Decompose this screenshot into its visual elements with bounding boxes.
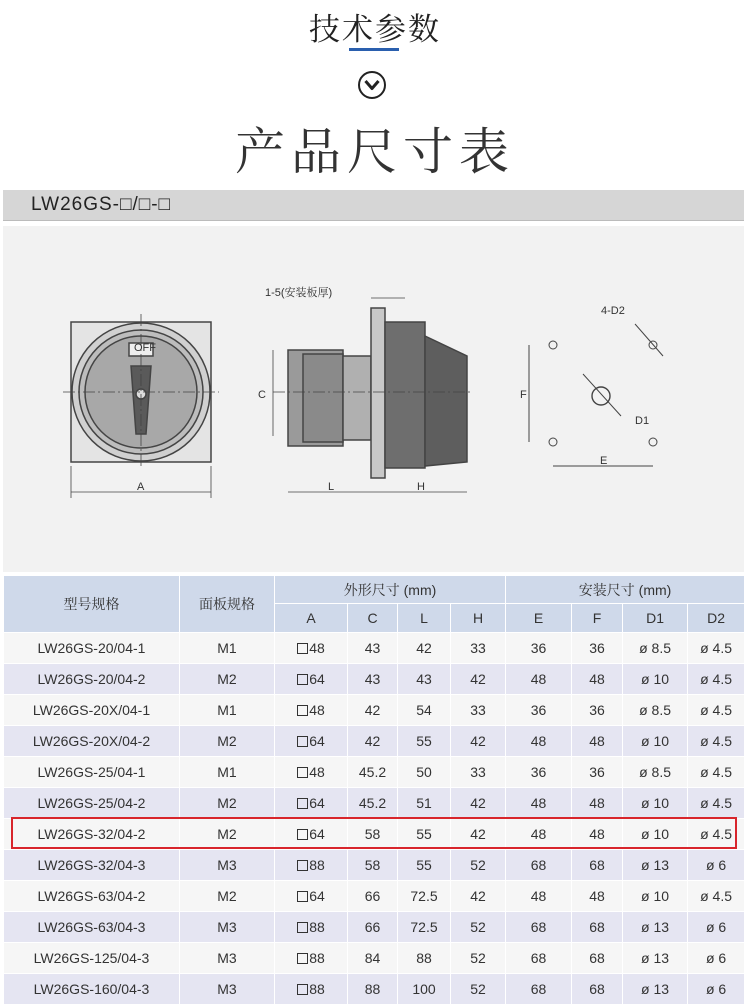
f-cell xyxy=(572,881,623,912)
l-cell xyxy=(398,633,451,664)
e-cell xyxy=(506,974,572,1005)
a-cell xyxy=(275,943,348,974)
d1-cell-value: ø 8.5 xyxy=(639,764,671,780)
table-row xyxy=(4,974,745,1005)
panel-cell-value: M1 xyxy=(217,764,237,780)
square-icon xyxy=(297,860,308,871)
e-cell-value: 48 xyxy=(530,826,547,842)
header-col-d2: D2 xyxy=(688,604,745,633)
panel-cell-value: M3 xyxy=(217,981,237,997)
model-cell-value: LW26GS-32/04-2 xyxy=(37,826,146,842)
a-cell-value: 48 xyxy=(309,764,325,780)
dim-a-label: A xyxy=(137,481,145,493)
d2-cell xyxy=(688,788,745,819)
panel-cell xyxy=(180,974,275,1005)
square-icon xyxy=(297,798,308,809)
side-view xyxy=(273,298,473,492)
panel-cell-value: M2 xyxy=(217,826,237,842)
h-cell-value: 33 xyxy=(470,640,486,656)
header-model: 型号规格 xyxy=(4,576,180,633)
model-cell-value: LW26GS-20/04-1 xyxy=(37,640,146,656)
l-cell-value: 54 xyxy=(416,702,432,718)
f-cell xyxy=(572,943,623,974)
h-cell-value: 42 xyxy=(470,888,486,904)
a-cell xyxy=(275,664,348,695)
a-cell-value: 64 xyxy=(309,733,325,749)
dim-h-label: H xyxy=(417,481,425,493)
e-cell xyxy=(506,633,572,664)
a-cell-value: 88 xyxy=(309,919,325,935)
header-panel: 面板规格 xyxy=(180,576,275,633)
f-cell-value: 68 xyxy=(589,981,605,997)
f-cell-value: 36 xyxy=(589,764,605,780)
panel-cell xyxy=(180,726,275,757)
c-cell xyxy=(348,633,398,664)
h-cell-value: 52 xyxy=(470,950,486,966)
panel-cell-value: M2 xyxy=(217,733,237,749)
panel-cell xyxy=(180,695,275,726)
model-cell-value: LW26GS-20X/04-2 xyxy=(32,733,151,749)
l-cell-value: 42 xyxy=(416,640,432,656)
d2-cell-value: ø 6 xyxy=(705,919,727,935)
d1-cell xyxy=(623,664,688,695)
l-cell-value: 55 xyxy=(416,826,432,842)
d2-cell xyxy=(688,974,745,1005)
a-cell xyxy=(275,819,348,850)
d1-cell xyxy=(623,757,688,788)
a-cell-value: 88 xyxy=(309,950,325,966)
h-cell-value: 42 xyxy=(470,795,486,811)
panel-cell xyxy=(180,664,275,695)
model-cell-value: LW26GS-160/04-3 xyxy=(33,981,150,997)
mounting-view xyxy=(529,324,663,466)
d1-cell xyxy=(623,819,688,850)
panel-cell xyxy=(180,881,275,912)
h-cell xyxy=(451,695,506,726)
model-bar xyxy=(3,190,744,221)
h-cell-value: 52 xyxy=(470,981,486,997)
dim-c-label: C xyxy=(258,389,266,401)
f-cell xyxy=(572,819,623,850)
header-col-e: E xyxy=(506,604,572,633)
a-cell-value: 48 xyxy=(309,640,325,656)
table-row xyxy=(4,726,745,757)
e-cell xyxy=(506,726,572,757)
model-cell xyxy=(4,912,180,943)
table-row xyxy=(4,850,745,881)
l-cell xyxy=(398,788,451,819)
page-header xyxy=(0,0,750,185)
d1-cell xyxy=(623,943,688,974)
c-cell xyxy=(348,912,398,943)
table-row xyxy=(4,819,745,850)
d1-cell xyxy=(623,881,688,912)
e-cell xyxy=(506,912,572,943)
d1-cell-value: ø 13 xyxy=(641,981,670,997)
e-cell-value: 48 xyxy=(530,888,547,904)
h-cell-value: 33 xyxy=(470,764,486,780)
f-cell xyxy=(572,726,623,757)
model-cell-value: LW26GS-125/04-3 xyxy=(33,950,150,966)
header-col-f: F xyxy=(572,604,623,633)
d2-cell xyxy=(688,850,745,881)
h-cell-value: 52 xyxy=(470,857,486,873)
d1-cell-value: ø 8.5 xyxy=(639,702,671,718)
d2-cell xyxy=(688,695,745,726)
c-cell-value: 58 xyxy=(364,857,381,873)
h-cell xyxy=(451,974,506,1005)
d2-cell-value: ø 4.5 xyxy=(700,702,733,718)
table-row xyxy=(4,912,745,943)
panel-cell-value: M2 xyxy=(217,888,237,904)
e-cell xyxy=(506,757,572,788)
square-icon xyxy=(297,643,308,654)
model-cell xyxy=(4,633,180,664)
d2-cell-value: ø 4.5 xyxy=(700,826,733,842)
l-cell-value: 50 xyxy=(416,764,432,780)
c-cell-value: 43 xyxy=(364,640,381,656)
d1-cell xyxy=(623,974,688,1005)
h-cell xyxy=(451,819,506,850)
panel-cell-value: M3 xyxy=(217,919,237,935)
c-cell-value: 66 xyxy=(364,888,381,904)
panel-cell xyxy=(180,819,275,850)
model-cell xyxy=(4,726,180,757)
l-cell xyxy=(398,850,451,881)
e-cell xyxy=(506,819,572,850)
header-mount: 安装尺寸 (mm) xyxy=(506,576,745,604)
a-cell xyxy=(275,757,348,788)
a-cell xyxy=(275,974,348,1005)
table-row xyxy=(4,633,745,664)
e-cell xyxy=(506,664,572,695)
c-cell-value: 43 xyxy=(364,671,381,687)
d1-cell-value: ø 10 xyxy=(641,888,670,904)
header-col-h: H xyxy=(451,604,506,633)
f-cell xyxy=(572,664,623,695)
c-cell-value: 45.2 xyxy=(358,764,387,780)
model-code: LW26GS-□/□-□ xyxy=(31,194,172,215)
c-cell-value: 58 xyxy=(364,826,381,842)
panel-cell-value: M3 xyxy=(217,857,237,873)
square-icon xyxy=(297,984,308,995)
e-cell-value: 36 xyxy=(530,702,547,718)
f-cell xyxy=(572,633,623,664)
l-cell xyxy=(398,974,451,1005)
h-cell xyxy=(451,943,506,974)
d2-cell-value: ø 4.5 xyxy=(700,888,733,904)
l-cell-value: 51 xyxy=(416,795,432,811)
d1-cell xyxy=(623,726,688,757)
a-cell-value: 88 xyxy=(309,857,325,873)
f-cell-value: 68 xyxy=(589,857,605,873)
model-cell-value: LW26GS-25/04-1 xyxy=(37,764,146,780)
e-cell xyxy=(506,850,572,881)
f-cell-value: 68 xyxy=(589,950,605,966)
e-cell xyxy=(506,788,572,819)
panel-cell-value: M2 xyxy=(217,671,237,687)
table-row xyxy=(4,664,745,695)
l-cell xyxy=(398,943,451,974)
c-cell xyxy=(348,726,398,757)
panel-cell xyxy=(180,850,275,881)
panel-cell-value: M3 xyxy=(217,950,237,966)
model-cell xyxy=(4,943,180,974)
c-cell xyxy=(348,757,398,788)
c-cell xyxy=(348,664,398,695)
f-cell xyxy=(572,912,623,943)
c-cell xyxy=(348,695,398,726)
a-cell xyxy=(275,912,348,943)
d1-cell xyxy=(623,850,688,881)
d2-cell-value: ø 6 xyxy=(705,981,727,997)
a-cell-value: 64 xyxy=(309,888,325,904)
a-cell-value: 64 xyxy=(309,826,325,842)
f-cell xyxy=(572,974,623,1005)
panel-cell-value: M1 xyxy=(217,640,237,656)
l-cell-value: 72.5 xyxy=(410,888,438,904)
square-icon xyxy=(297,705,308,716)
d2-cell xyxy=(688,726,745,757)
l-cell xyxy=(398,912,451,943)
model-cell-value: LW26GS-20/04-2 xyxy=(37,671,146,687)
l-cell-value: 72.5 xyxy=(410,919,438,935)
panel-cell xyxy=(180,757,275,788)
c-cell-value: 66 xyxy=(364,919,381,935)
subtitle-underline xyxy=(349,48,399,51)
a-cell-value: 48 xyxy=(309,702,325,718)
h-cell-value: 33 xyxy=(470,702,486,718)
l-cell xyxy=(398,726,451,757)
a-cell-value: 64 xyxy=(309,795,325,811)
l-cell xyxy=(398,695,451,726)
d2-cell xyxy=(688,757,745,788)
table-row xyxy=(4,757,745,788)
dim-f-label: F xyxy=(520,389,527,401)
l-cell xyxy=(398,664,451,695)
a-cell xyxy=(275,788,348,819)
d1-cell-value: ø 13 xyxy=(641,857,670,873)
f-cell-value: 48 xyxy=(589,888,605,904)
dimension-drawing xyxy=(3,226,744,572)
header-outer: 外形尺寸 (mm) xyxy=(275,576,506,604)
c-cell-value: 45.2 xyxy=(358,795,387,811)
header-col-c: C xyxy=(348,604,398,633)
c-cell xyxy=(348,974,398,1005)
l-cell-value: 88 xyxy=(416,950,432,966)
d2-cell-value: ø 4.5 xyxy=(700,733,733,749)
model-cell-value: LW26GS-20X/04-1 xyxy=(32,702,151,718)
model-cell xyxy=(4,664,180,695)
h-cell-value: 42 xyxy=(470,671,486,687)
square-icon xyxy=(297,922,308,933)
e-cell xyxy=(506,695,572,726)
e-cell-value: 68 xyxy=(530,981,547,997)
h-cell xyxy=(451,726,506,757)
dimension-drawing-svg xyxy=(3,226,744,572)
d2-cell-value: ø 4.5 xyxy=(700,764,733,780)
d1-cell xyxy=(623,788,688,819)
table-row xyxy=(4,943,745,974)
model-cell-value: LW26GS-63/04-3 xyxy=(37,919,146,935)
l-cell-value: 100 xyxy=(412,981,436,997)
l-cell xyxy=(398,757,451,788)
panel-cell xyxy=(180,943,275,974)
e-cell-value: 48 xyxy=(530,671,547,687)
d1-cell-value: ø 10 xyxy=(641,733,670,749)
a-cell xyxy=(275,633,348,664)
l-cell-value: 43 xyxy=(416,671,432,687)
d1-cell xyxy=(623,912,688,943)
header-col-a: A xyxy=(275,604,348,633)
model-cell-value: LW26GS-25/04-2 xyxy=(37,795,146,811)
dim-d2-label: 4-D2 xyxy=(601,305,625,317)
f-cell xyxy=(572,850,623,881)
off-label: OFF xyxy=(134,342,156,354)
c-cell-value: 88 xyxy=(364,981,381,997)
c-cell xyxy=(348,850,398,881)
c-cell-value: 84 xyxy=(364,950,381,966)
d1-cell-value: ø 10 xyxy=(641,795,670,811)
e-cell-value: 36 xyxy=(530,764,547,780)
l-cell xyxy=(398,819,451,850)
a-cell xyxy=(275,726,348,757)
square-icon xyxy=(297,767,308,778)
model-cell xyxy=(4,695,180,726)
d2-cell xyxy=(688,943,745,974)
table-row xyxy=(4,881,745,912)
f-cell-value: 36 xyxy=(589,640,605,656)
h-cell xyxy=(451,757,506,788)
panel-cell xyxy=(180,788,275,819)
model-cell-value: LW26GS-63/04-2 xyxy=(37,888,146,904)
model-cell-value: LW26GS-32/04-3 xyxy=(37,857,146,873)
e-cell-value: 68 xyxy=(530,919,547,935)
c-cell-value: 42 xyxy=(364,733,381,749)
l-cell xyxy=(398,881,451,912)
model-cell xyxy=(4,788,180,819)
f-cell-value: 48 xyxy=(589,733,605,749)
f-cell xyxy=(572,695,623,726)
model-cell xyxy=(4,974,180,1005)
dim-e-label: E xyxy=(600,455,608,467)
a-cell-value: 88 xyxy=(309,981,325,997)
square-icon xyxy=(297,891,308,902)
h-cell-value: 42 xyxy=(470,733,486,749)
h-cell xyxy=(451,788,506,819)
h-cell xyxy=(451,912,506,943)
d1-cell-value: ø 10 xyxy=(641,826,670,842)
d1-cell-value: ø 13 xyxy=(641,950,670,966)
h-cell xyxy=(451,633,506,664)
e-cell xyxy=(506,881,572,912)
header-col-l: L xyxy=(398,604,451,633)
h-cell-value: 52 xyxy=(470,919,486,935)
a-cell xyxy=(275,850,348,881)
l-cell-value: 55 xyxy=(416,857,432,873)
d2-cell xyxy=(688,912,745,943)
square-icon xyxy=(297,674,308,685)
dim-d1-label: D1 xyxy=(635,415,650,427)
c-cell-value: 42 xyxy=(364,702,381,718)
dim-l-label: L xyxy=(328,481,335,493)
model-cell xyxy=(4,850,180,881)
h-cell-value: 42 xyxy=(470,826,486,842)
panel-cell xyxy=(180,912,275,943)
panel-cell xyxy=(180,633,275,664)
table-row xyxy=(4,695,745,726)
a-cell xyxy=(275,881,348,912)
d2-cell-value: ø 4.5 xyxy=(700,640,733,656)
d1-cell-value: ø 8.5 xyxy=(639,640,671,656)
h-cell xyxy=(451,881,506,912)
a-cell xyxy=(275,695,348,726)
f-cell xyxy=(572,757,623,788)
e-cell-value: 68 xyxy=(530,857,547,873)
c-cell xyxy=(348,819,398,850)
square-icon xyxy=(297,829,308,840)
d1-cell-value: ø 13 xyxy=(641,919,670,935)
e-cell-value: 68 xyxy=(530,950,547,966)
d1-cell-value: ø 10 xyxy=(641,671,670,687)
h-cell xyxy=(451,664,506,695)
d2-cell-value: ø 4.5 xyxy=(700,671,733,687)
c-cell xyxy=(348,943,398,974)
e-cell-value: 48 xyxy=(530,795,547,811)
f-cell-value: 48 xyxy=(589,795,605,811)
a-cell-value: 64 xyxy=(309,671,325,687)
d2-cell-value: ø 4.5 xyxy=(700,795,733,811)
spec-table xyxy=(3,575,745,1005)
model-cell xyxy=(4,881,180,912)
d1-cell xyxy=(623,695,688,726)
f-cell-value: 48 xyxy=(589,826,605,842)
d2-cell-value: ø 6 xyxy=(705,950,727,966)
thickness-label: 1-5(安装板厚) xyxy=(265,287,333,299)
f-cell-value: 48 xyxy=(589,671,605,687)
f-cell xyxy=(572,788,623,819)
d2-cell xyxy=(688,881,745,912)
model-cell xyxy=(4,757,180,788)
d2-cell-value: ø 6 xyxy=(705,857,727,873)
e-cell-value: 36 xyxy=(530,640,547,656)
f-cell-value: 68 xyxy=(589,919,605,935)
table-row xyxy=(4,788,745,819)
square-icon xyxy=(297,736,308,747)
square-icon xyxy=(297,953,308,964)
c-cell xyxy=(348,788,398,819)
l-cell-value: 55 xyxy=(416,733,432,749)
e-cell xyxy=(506,943,572,974)
e-cell-value: 48 xyxy=(530,733,547,749)
d1-cell xyxy=(623,633,688,664)
page-title: 产品尺寸表 xyxy=(235,123,515,181)
panel-cell-value: M1 xyxy=(217,702,237,718)
c-cell xyxy=(348,881,398,912)
h-cell xyxy=(451,850,506,881)
d2-cell xyxy=(688,664,745,695)
d2-cell xyxy=(688,819,745,850)
chevron-down-circle-icon xyxy=(357,70,387,100)
section-subtitle: 技术参数 xyxy=(309,12,441,48)
model-cell xyxy=(4,819,180,850)
header-col-d1: D1 xyxy=(623,604,688,633)
f-cell-value: 36 xyxy=(589,702,605,718)
panel-cell-value: M2 xyxy=(217,795,237,811)
d2-cell xyxy=(688,633,745,664)
